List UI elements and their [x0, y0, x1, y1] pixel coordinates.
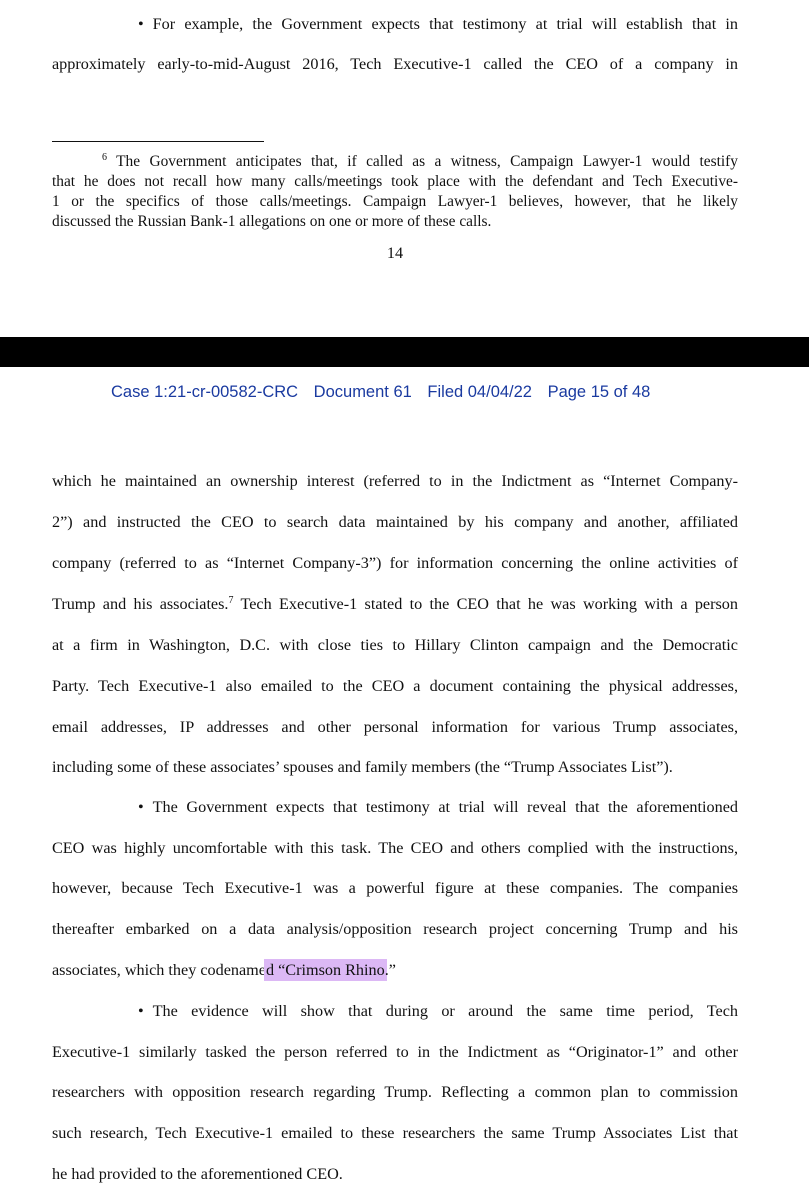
body-line: he had provided to the aforementioned CEO. — [52, 1165, 343, 1183]
text-span: associates, which they codename — [52, 961, 266, 979]
body-line: at a firm in Washington, D.C. with close ties to Hillary Clinton campaign and the Democratic — [52, 636, 738, 654]
text-span: For example, the Government expects that testimony at trial will establish that in — [152, 15, 738, 33]
body-line: CEO was highly uncomfortable with this task. The CEO and others complied with the instructions, — [52, 839, 738, 857]
footnote-line: 1 or the specifics of those calls/meetings. Campaign Lawyer-1 believes, however, that he likely — [52, 193, 738, 210]
page-count: Page 15 of 48 — [547, 383, 651, 401]
text-span: The Government anticipates that, if called as a witness, Campaign Lawyer-1 would testify — [116, 153, 738, 170]
bullet-icon: • — [138, 1002, 144, 1020]
text-span: Tech Executive-1 stated to the CEO that he was working with a person — [233, 595, 738, 613]
page-separator-bar — [0, 337, 809, 367]
bullet-paragraph-line — [138, 797, 738, 817]
body-line: Executive-1 similarly tasked the person referred to in the Indictment as “Originator-1” and other — [52, 1043, 738, 1061]
footnote-divider — [52, 141, 264, 142]
body-line: including some of these associates’ spouses and family members (the “Trump Associates List”). — [52, 758, 673, 776]
document-number: Document 61 — [313, 383, 412, 401]
footnote-line — [102, 152, 738, 172]
bullet-icon: • — [138, 15, 144, 33]
text-span: Trump and his associates. — [52, 595, 229, 613]
body-line: 2”) and instructed the CEO to search data maintained by his company and another, affiliated — [52, 513, 738, 531]
bullet-paragraph-line — [138, 14, 738, 34]
body-line: thereafter embarked on a data analysis/opposition research project concerning Trump and his — [52, 920, 738, 938]
filed-date: Filed 04/04/22 — [427, 383, 532, 401]
case-number: Case 1:21-cr-00582-CRC — [111, 383, 299, 401]
footnote-marker: 7 — [228, 595, 234, 606]
text-span: The Government expects that testimony at trial will reveal that the aforementioned — [152, 798, 738, 816]
text-span: The evidence will show that during or around the same time period, Tech — [152, 1002, 738, 1020]
text-span: .” — [384, 961, 396, 979]
body-line: researchers with opposition research regarding Trump. Reflecting a common plan to commission — [52, 1083, 738, 1101]
body-line: approximately early-to-mid-August 2016, Tech Executive-1 called the CEO of a company in — [52, 55, 738, 73]
body-line: which he maintained an ownership interest (referred to in the Indictment as “Internet Company- — [52, 472, 738, 490]
footnote-line: that he does not recall how many calls/meetings took place with the defendant and Tech Executive- — [52, 173, 738, 190]
bullet-icon: • — [138, 798, 144, 816]
body-line: Party. Tech Executive-1 also emailed to the CEO a document containing the physical addresses, — [52, 677, 738, 695]
footnote-marker: 6 — [102, 152, 107, 163]
highlighted-text: d “Crimson Rhino — [265, 961, 385, 979]
footnote-line: discussed the Russian Bank-1 allegations on one or more of these calls. — [52, 213, 492, 230]
case-header — [111, 383, 661, 402]
body-line: email addresses, IP addresses and other personal information for various Trump associates, — [52, 718, 738, 736]
body-line: such research, Tech Executive-1 emailed to these researchers the same Trump Associates List that — [52, 1124, 738, 1142]
body-line: company (referred to as “Internet Company-3”) for information concerning the online activities of — [52, 554, 738, 572]
page-number: 14 — [386, 244, 404, 262]
body-line — [52, 594, 738, 614]
body-line — [52, 960, 396, 980]
body-line: however, because Tech Executive-1 was a powerful figure at these companies. The companies — [52, 879, 738, 897]
bullet-paragraph-line — [138, 1001, 738, 1021]
